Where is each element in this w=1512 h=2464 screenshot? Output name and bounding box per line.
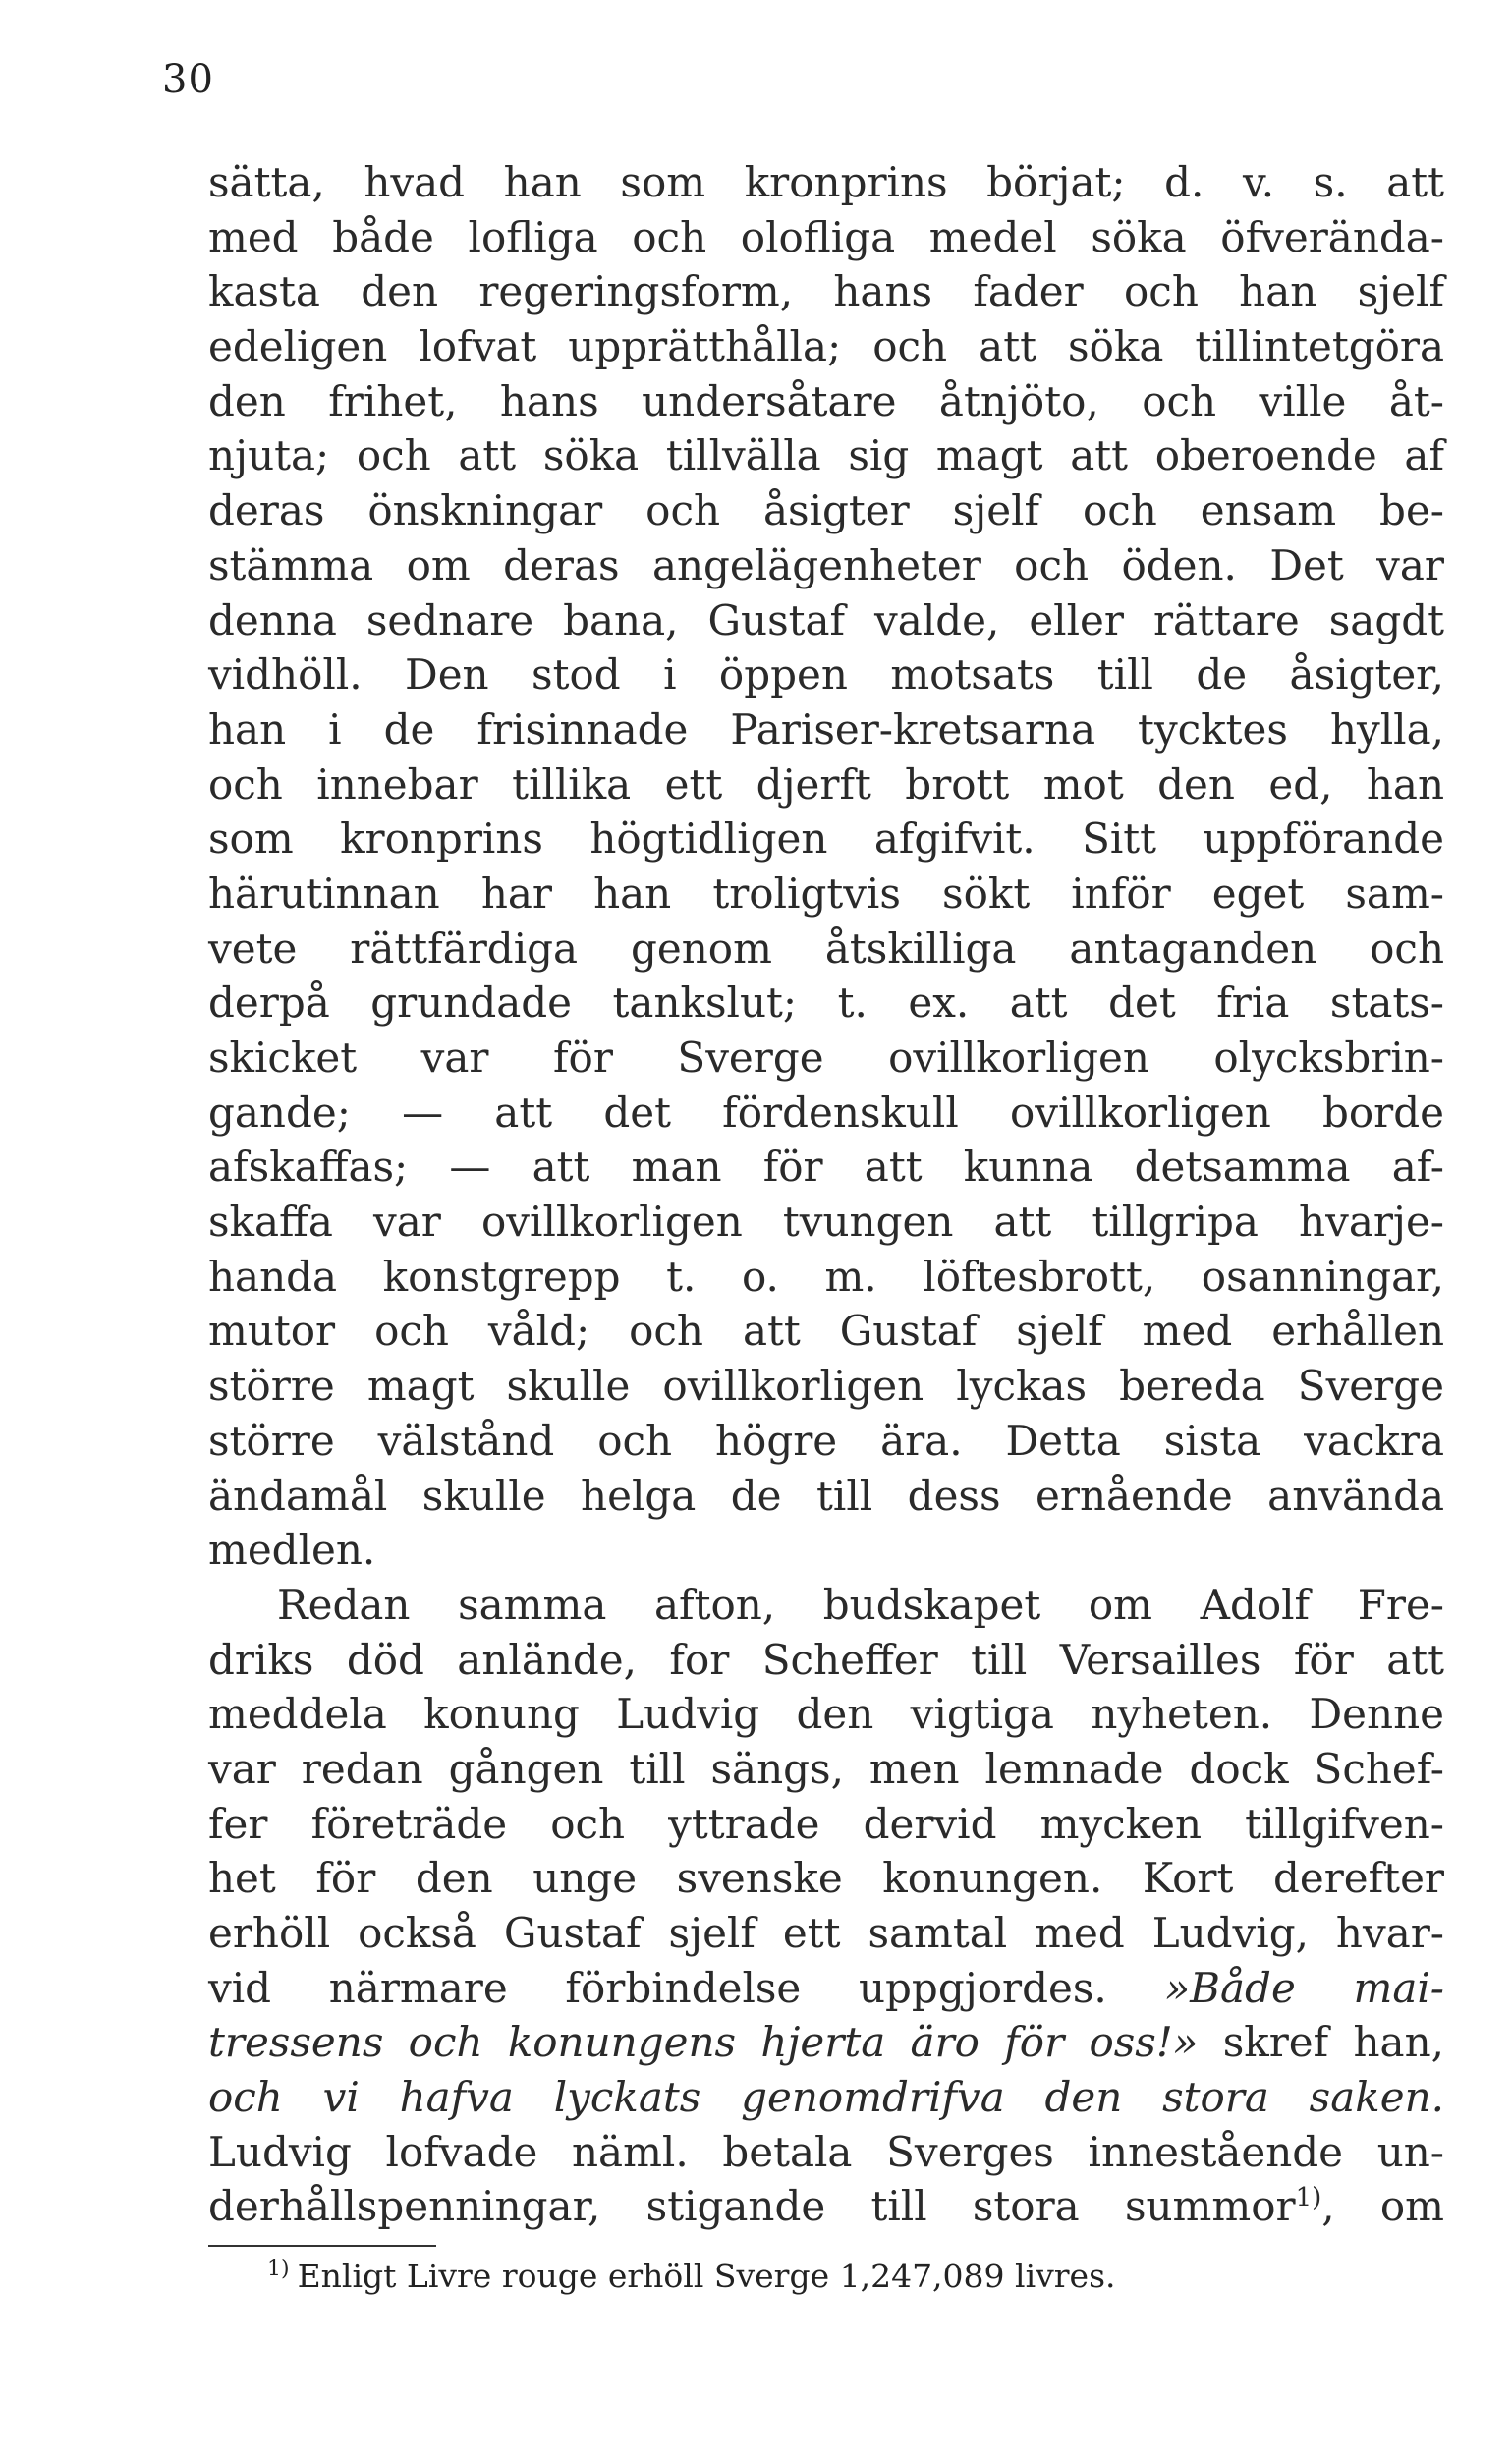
paragraph-end-line: medlen. — [208, 1526, 376, 1575]
italic-quote-segment: »Både mai- — [1164, 1963, 1444, 2012]
text-line: vete rättfärdiga genom åtskilliga antaganden och — [208, 924, 1444, 973]
footnote-mark: 1) — [267, 2257, 290, 2281]
text-line: större magt skulle ovillkorligen lyckas bereda Sverge — [208, 1362, 1444, 1411]
text-line: härutinnan har han troligtvis sökt inför eget sam- — [208, 868, 1444, 918]
text-line: han i de frisinnade Pariser-kretsarna tycktes hylla, — [208, 704, 1444, 754]
body-text — [208, 155, 1444, 2234]
text-line: skaffa var ovillkorligen tvungen att tillgripa hvarje- — [208, 1198, 1444, 1247]
italic-quote-line: och vi hafva lyckats genomdrifva den stora saken. — [208, 2073, 1444, 2122]
text-line: fer företräde och yttrade dervid mycken tillgifven- — [208, 1799, 1444, 1848]
text-line: vidhöll. Den stod i öppen motsats till de åsigter, — [208, 650, 1444, 700]
text-line: denna sednare bana, Gustaf valde, eller rättare sagdt — [208, 595, 1444, 644]
text-segment: derhållspenningar, stigande till stora summor — [208, 2182, 1296, 2231]
italic-quote-segment: tressens och konungens hjerta äro för oss!» — [208, 2018, 1199, 2067]
text-line: edeligen lofvat upprätthålla; och att söka tillintetgöra — [208, 322, 1444, 371]
text-segment: skref han, — [1222, 2018, 1444, 2067]
text-line-with-footnote-ref — [208, 2179, 1444, 2234]
text-line-mixed — [208, 2015, 1444, 2070]
text-line-mixed — [208, 1961, 1444, 2016]
footnote — [267, 2256, 1116, 2297]
text-line: erhöll också Gustaf sjelf ett samtal med Ludvig, hvar- — [208, 1909, 1444, 1957]
footnote-text: Enligt Livre rouge erhöll Sverge 1,247,089 livres. — [297, 2257, 1116, 2295]
footnote-divider — [208, 2245, 436, 2247]
paragraph-start-line: Redan samma afton, budskapet om Adolf Fre- — [277, 1580, 1444, 1629]
text-line: gande; — att det fördenskull ovillkorligen borde — [208, 1088, 1444, 1137]
text-segment: vid närmare förbindelse uppgjordes. — [208, 1963, 1107, 2012]
text-line: handa konstgrepp t. o. m. löftesbrott, osanningar, — [208, 1252, 1444, 1301]
page-number: 30 — [162, 57, 214, 102]
text-line: derpå grundade tankslut; t. ex. att det fria stats- — [208, 979, 1444, 1028]
text-line: deras önskningar och åsigter sjelf och ensam be- — [208, 486, 1444, 535]
text-line: mutor och våld; och att Gustaf sjelf med erhållen — [208, 1307, 1444, 1356]
text-line: stämma om deras angelägenheter och öden. Det var — [208, 540, 1444, 589]
text-line: kasta den regeringsform, hans fader och han sjelf — [208, 267, 1444, 316]
text-line: driks död anlände, for Scheffer till Versailles för att — [208, 1635, 1444, 1684]
text-line: afskaffas; — att man för att kunna detsamma af- — [208, 1143, 1444, 1192]
text-line: meddela konung Ludvig den vigtiga nyheten. Denne — [208, 1690, 1444, 1739]
text-line: med både lofliga och olofliga medel söka öfverända- — [208, 212, 1444, 261]
text-line: var redan gången till sängs, men lemnade dock Schef- — [208, 1744, 1444, 1793]
text-line: den frihet, hans undersåtare åtnjöto, och ville åt- — [208, 376, 1444, 425]
text-line: och innebar tillika ett djerft brott mot den ed, han — [208, 759, 1444, 809]
text-line: större välstånd och högre ära. Detta sista vackra — [208, 1416, 1444, 1465]
text-line: sätta, hvad han som kronprins börjat; d. v. s. att — [208, 158, 1444, 206]
text-line: njuta; och att söka tillvälla sig magt att oberoende af — [208, 431, 1444, 480]
text-line: ändamål skulle helga de till dess ernående använda — [208, 1471, 1444, 1520]
footnote-reference[interactable]: 1) — [1295, 2183, 1322, 2213]
text-line: het för den unge svenske konungen. Kort derefter — [208, 1854, 1444, 1903]
text-segment: , om — [1321, 2182, 1444, 2231]
text-line: som kronprins högtidligen afgifvit. Sitt uppförande — [208, 814, 1444, 864]
text-line: Ludvig lofvade näml. betala Sverges innestående un- — [208, 2127, 1444, 2176]
text-line: skicket var för Sverge ovillkorligen olycksbrin- — [208, 1034, 1444, 1082]
